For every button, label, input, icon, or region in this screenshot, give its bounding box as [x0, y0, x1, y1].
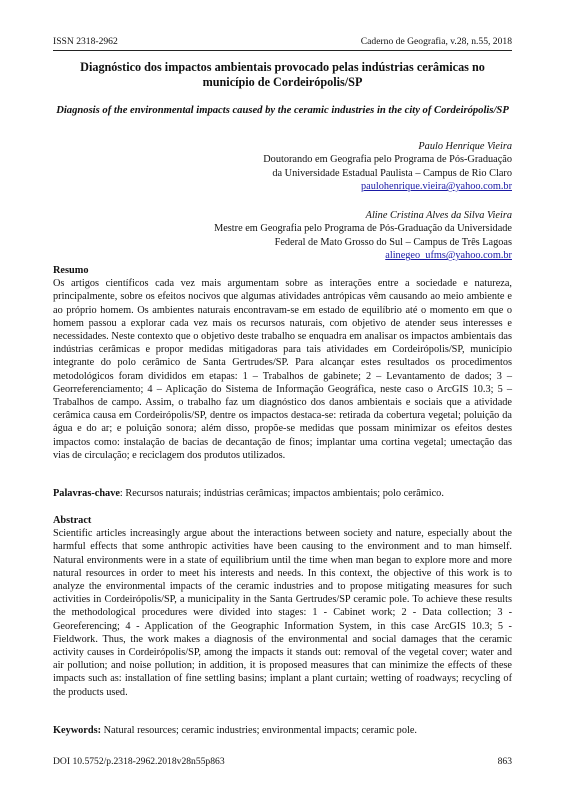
author-affiliation-line2: Federal de Mato Grosso do Sul – Campus de Três Lagoas: [274, 236, 512, 248]
doi-label: DOI 10.5752/p.2318-2962.2018v28n55p863: [53, 756, 225, 767]
issn-label: ISSN 2318-2962: [53, 36, 118, 47]
journal-citation: Caderno de Geografia, v.28, n.55, 2018: [360, 36, 512, 47]
author-block-2: [53, 209, 512, 263]
author-name: Paulo Henrique Vieira: [418, 141, 512, 152]
running-header: [53, 36, 512, 47]
author-affiliation-line2: da Universidade Estadual Paulista – Campus de Rio Claro: [272, 167, 512, 179]
resumo-heading: Resumo: [53, 265, 89, 276]
abstract-section: [53, 514, 512, 699]
article-title-pt: Diagnóstico dos impactos ambientais provocado pelas indústrias cerâmicas no município de Cordeirópolis/SP: [80, 60, 485, 89]
keywords-text: Natural resources; ceramic industries; environmental impacts; ceramic pole.: [101, 725, 417, 736]
author-block-1: [53, 140, 512, 194]
header-divider: [53, 50, 512, 51]
article-title-en: Diagnosis of the environmental impacts caused by the ceramic industries in the city of Cordeirópolis/SP: [56, 105, 509, 116]
author-affiliation-line1: Mestre em Geografia pelo Programa de Pós-Graduação da Universidade: [214, 223, 512, 235]
abstract-body: Scientific articles increasingly argue about the interactions between society and nature, especially about the harmful effects that some anthropic activities have been causing to the environment and to man himself. Natural environments were in a state of equilibrium until the time when man began to explore more and more natural resources in order to meet his interests and needs. In this context, the objective of this work is to analyze the environmental impacts of the ceramic industries and to propose mitigating measures for such activities in Cordeirópolis/SP, a municipality in the Santa Gertrudes/SP ceramic pole. To achieve these results the methodological procedures were divided into stages: 1 - Cabinet work; 2 - Data collection; 3 - Georeferencing; 4 - Application of the Geographic Information System, in this case ArcGIS 10.3; 5 - Fieldwork. Thus, the work makes a diagnosis of the environmental and social damages that the ceramic activity causes in Cordeirópolis/SP, among the impacts it stands out: removal of the vegetal cover; water and air pollution; and noise pollution; in addition, it is proposed measures that can minimize the effects of these impacts such as: installation of fine settling basins; implant a plant curtain; wetting of roadways; recycling of the products used.: [53, 528, 512, 698]
palavras-chave-label: Palavras-chave: [53, 488, 120, 499]
author-email-link[interactable]: alinegeo_ufms@yahoo.com.br: [385, 250, 512, 262]
page-footer: [53, 756, 512, 767]
abstract-heading: Abstract: [53, 515, 92, 526]
palavras-chave-line: [53, 487, 512, 500]
author-name: Aline Cristina Alves da Silva Vieira: [365, 210, 512, 221]
keywords-label: Keywords:: [53, 725, 102, 736]
author-email-link[interactable]: paulohenrique.vieira@yahoo.com.br: [360, 181, 512, 193]
author-affiliation-line1: Doutorando em Geografia pelo Programa de Pós-Graduação: [263, 154, 512, 166]
keywords-line: [53, 724, 512, 737]
page-number: 863: [497, 756, 512, 767]
palavras-chave-text: : Recursos naturais; indústrias cerâmicas; impactos ambientais; polo cerâmico.: [119, 488, 444, 499]
resumo-section: [53, 264, 512, 462]
resumo-body: Os artigos científicos cada vez mais argumentam sobre as interações entre a sociedade e natureza, principalmente, sobre os efeitos nocivos que algumas atividades antrópicas vêm causando ao meio ambiente e ao próprio homem. Os ambientes naturais encontravam-se em estado de equilíbrio até o momento em que o homem passou a explorar cada vez mais os recursos naturais, com objetivo de atender seus interesses e necessidades. Neste contexto que o objetivo deste trabalho se enquadra em analisar os impactos ambientais das indústrias cerâmicas e propor medidas mitigadoras para tais atividades em Cordeirópolis/SP, município integrante do polo cerâmico de Santa Gertrudes/SP. Para alcançar estes resultados os procedimentos metodológicos foram divididos em etapas: 1 – Trabalhos de gabinete; 2 – Levantamento de dados; 3 – Georreferenciamento; 4 – Aplicação do Sistema de Informação Geográfica, neste caso o ArcGIS 10.3; 5 – Trabalhos de campo. Assim, o trabalho faz um diagnóstico dos danos ambientais e sociais que a atividade cerâmica causa em Cordeirópolis/SP, dentre os impactos destaca-se: retirada da cobertura vegetal; poluição da água e do ar; e poluição sonora; além disso, propõe-se medidas que possam minimizar os efeitos destes impactos como: instalação de bacias de decantação de finos; implantar uma cortina vegetal; umectação das vias de circulação; e reciclagem dos produtos utilizados.: [53, 278, 512, 461]
